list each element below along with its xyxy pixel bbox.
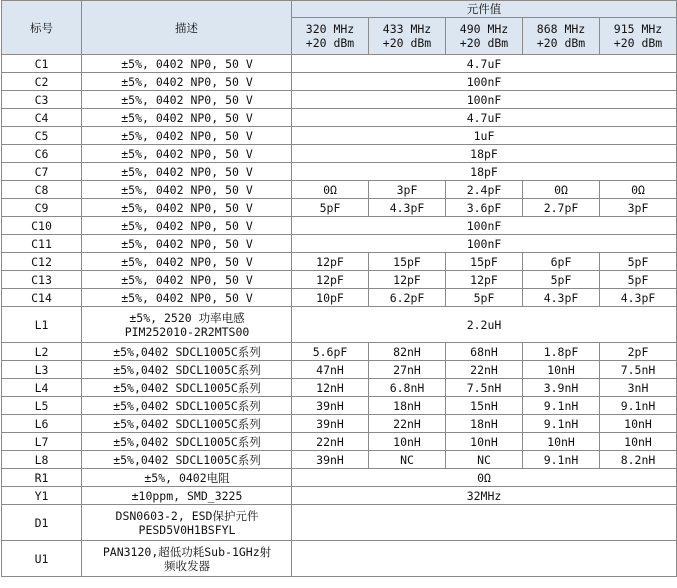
table-row bbox=[2, 55, 677, 73]
header-frequency bbox=[523, 18, 600, 55]
value-cell-merged: 100nF bbox=[292, 235, 677, 253]
header-frequency bbox=[446, 18, 523, 55]
ref-cell: C12 bbox=[2, 253, 82, 271]
ref-cell: Y1 bbox=[2, 487, 82, 505]
value-cell: 6.8nH bbox=[369, 379, 446, 397]
ref-cell: C4 bbox=[2, 109, 82, 127]
value-cell: 9.1nH bbox=[600, 397, 677, 415]
power-label: +20 dBm bbox=[459, 36, 509, 50]
table-row bbox=[2, 433, 677, 451]
value-cell: 12pF bbox=[446, 271, 523, 289]
table-row bbox=[2, 181, 677, 199]
description-cell: ±5%, 0402 NP0, 50 V bbox=[82, 73, 292, 91]
table-row bbox=[2, 235, 677, 253]
value-cell: 22nH bbox=[446, 361, 523, 379]
value-cell: 39nH bbox=[292, 415, 369, 433]
power-label: +20 dBm bbox=[536, 36, 586, 50]
description-cell: ±5%, 0402 NP0, 50 V bbox=[82, 91, 292, 109]
ref-cell: L6 bbox=[2, 415, 82, 433]
value-cell: 4.3pF bbox=[523, 289, 600, 307]
value-cell: 9.1nH bbox=[523, 415, 600, 433]
value-cell: 7.5nH bbox=[600, 361, 677, 379]
value-cell-merged: 100nF bbox=[292, 73, 677, 91]
value-cell: 5.6pF bbox=[292, 343, 369, 361]
table-row bbox=[2, 91, 677, 109]
header-description: 描述 bbox=[82, 1, 292, 55]
value-cell: 12pF bbox=[292, 253, 369, 271]
value-cell: 10nH bbox=[600, 433, 677, 451]
table-row bbox=[2, 307, 677, 343]
ref-cell: C14 bbox=[2, 289, 82, 307]
ref-cell: C3 bbox=[2, 91, 82, 109]
value-cell-merged: 100nF bbox=[292, 91, 677, 109]
table-body bbox=[2, 55, 677, 577]
value-cell: 9.1nH bbox=[523, 397, 600, 415]
power-label: +20 dBm bbox=[613, 36, 663, 50]
ref-cell: U1 bbox=[2, 541, 82, 577]
ref-cell: C13 bbox=[2, 271, 82, 289]
frequency-label: 868 MHz bbox=[536, 22, 586, 36]
table-row bbox=[2, 217, 677, 235]
value-cell: 10nH bbox=[523, 361, 600, 379]
ref-cell: C11 bbox=[2, 235, 82, 253]
value-cell: 4.3pF bbox=[369, 199, 446, 217]
description-cell: ±5%,0402 SDCL1005C系列 bbox=[82, 433, 292, 451]
header-frequency bbox=[600, 18, 677, 55]
description-line: ±5%, 2520 功率电感 bbox=[129, 310, 245, 325]
value-cell: 47nH bbox=[292, 361, 369, 379]
value-cell-merged: 4.7uF bbox=[292, 55, 677, 73]
description-cell: ±5%, 0402 NP0, 50 V bbox=[82, 235, 292, 253]
value-cell: 15nH bbox=[446, 397, 523, 415]
description-cell: ±5%, 0402 NP0, 50 V bbox=[82, 127, 292, 145]
value-cell: 12pF bbox=[292, 271, 369, 289]
description-cell: ±5%,0402 SDCL1005C系列 bbox=[82, 451, 292, 469]
description-cell bbox=[82, 307, 292, 343]
frequency-label: 320 MHz bbox=[305, 22, 355, 36]
table-row bbox=[2, 451, 677, 469]
description-cell: ±5%, 0402 NP0, 50 V bbox=[82, 163, 292, 181]
table-row bbox=[2, 73, 677, 91]
value-cell: 0Ω bbox=[292, 181, 369, 199]
header-ref: 标号 bbox=[2, 1, 82, 55]
description-cell bbox=[82, 541, 292, 577]
value-cell: 12pF bbox=[369, 271, 446, 289]
ref-cell: C9 bbox=[2, 199, 82, 217]
power-label: +20 dBm bbox=[305, 36, 355, 50]
component-table bbox=[1, 0, 677, 577]
value-cell: 5pF bbox=[292, 199, 369, 217]
description-cell: ±10ppm, SMD_3225 bbox=[82, 487, 292, 505]
table-row bbox=[2, 253, 677, 271]
description-cell: ±5%, 0402电阻 bbox=[82, 469, 292, 487]
value-cell: 10pF bbox=[292, 289, 369, 307]
value-cell: 22nH bbox=[369, 415, 446, 433]
description-line: PESD5V0H1BSFYL bbox=[138, 522, 236, 537]
value-cell-merged: 32MHz bbox=[292, 487, 677, 505]
description-cell bbox=[82, 505, 292, 541]
description-line: DSN0603-2, ESD保护元件 bbox=[115, 508, 259, 523]
description-cell: ±5%, 0402 NP0, 50 V bbox=[82, 217, 292, 235]
table-row bbox=[2, 415, 677, 433]
table-row bbox=[2, 199, 677, 217]
value-cell-merged: 4.7uF bbox=[292, 109, 677, 127]
value-cell-merged: 0Ω bbox=[292, 469, 677, 487]
value-cell: 2pF bbox=[600, 343, 677, 361]
ref-cell: L8 bbox=[2, 451, 82, 469]
value-cell: 7.5nH bbox=[446, 379, 523, 397]
header-values: 元件值 bbox=[292, 1, 677, 18]
value-cell: 5pF bbox=[600, 253, 677, 271]
power-label: +20 dBm bbox=[382, 36, 432, 50]
table-row bbox=[2, 343, 677, 361]
table-row bbox=[2, 271, 677, 289]
table-row bbox=[2, 397, 677, 415]
frequency-label: 490 MHz bbox=[459, 22, 509, 36]
value-cell: 6pF bbox=[523, 253, 600, 271]
value-cell: 10nH bbox=[369, 433, 446, 451]
value-cell: 4.3pF bbox=[600, 289, 677, 307]
value-cell: 18nH bbox=[369, 397, 446, 415]
value-cell: 39nH bbox=[292, 397, 369, 415]
value-cell: 82nH bbox=[369, 343, 446, 361]
table-row bbox=[2, 487, 677, 505]
value-cell: 10nH bbox=[446, 433, 523, 451]
value-cell: 15pF bbox=[446, 253, 523, 271]
ref-cell: L4 bbox=[2, 379, 82, 397]
description-cell: ±5%, 0402 NP0, 50 V bbox=[82, 199, 292, 217]
value-cell: 10nH bbox=[523, 433, 600, 451]
value-cell: 5pF bbox=[446, 289, 523, 307]
value-cell: 68nH bbox=[446, 343, 523, 361]
value-cell: 0Ω bbox=[523, 181, 600, 199]
value-cell: NC bbox=[446, 451, 523, 469]
table-row bbox=[2, 361, 677, 379]
description-cell: ±5%, 0402 NP0, 50 V bbox=[82, 145, 292, 163]
table-row bbox=[2, 469, 677, 487]
description-cell: ±5%, 0402 NP0, 50 V bbox=[82, 253, 292, 271]
ref-cell: L7 bbox=[2, 433, 82, 451]
table-row bbox=[2, 163, 677, 181]
value-cell: 15pF bbox=[369, 253, 446, 271]
value-cell: 5pF bbox=[600, 271, 677, 289]
value-cell: 39nH bbox=[292, 451, 369, 469]
frequency-label: 915 MHz bbox=[613, 22, 663, 36]
value-cell: 27nH bbox=[369, 361, 446, 379]
value-cell: 12nH bbox=[292, 379, 369, 397]
value-cell-merged: 2.2uH bbox=[292, 307, 677, 343]
description-cell: ±5%, 0402 NP0, 50 V bbox=[82, 55, 292, 73]
table-row bbox=[2, 145, 677, 163]
description-cell: ±5%,0402 SDCL1005C系列 bbox=[82, 379, 292, 397]
value-cell: 10nH bbox=[600, 415, 677, 433]
ref-cell: C10 bbox=[2, 217, 82, 235]
value-cell: 3.9nH bbox=[523, 379, 600, 397]
value-cell-merged: 1uF bbox=[292, 127, 677, 145]
table-row bbox=[2, 541, 677, 577]
ref-cell: L5 bbox=[2, 397, 82, 415]
table-row bbox=[2, 505, 677, 541]
value-cell: 22nH bbox=[292, 433, 369, 451]
ref-cell: L2 bbox=[2, 343, 82, 361]
value-cell-merged: 18pF bbox=[292, 163, 677, 181]
description-cell: ±5%,0402 SDCL1005C系列 bbox=[82, 361, 292, 379]
value-cell: NC bbox=[369, 451, 446, 469]
ref-cell: C7 bbox=[2, 163, 82, 181]
description-cell: ±5%, 0402 NP0, 50 V bbox=[82, 271, 292, 289]
table-row bbox=[2, 289, 677, 307]
value-cell: 3pF bbox=[600, 199, 677, 217]
description-line: PAN3120,超低功耗Sub-1GHz射 bbox=[102, 544, 272, 559]
value-cell: 6.2pF bbox=[369, 289, 446, 307]
value-cell: 18nH bbox=[446, 415, 523, 433]
value-cell-merged: 18pF bbox=[292, 145, 677, 163]
description-line: PIM252010-2R2MTS00 bbox=[124, 324, 250, 339]
header-frequency bbox=[292, 18, 369, 55]
value-cell: 2.7pF bbox=[523, 199, 600, 217]
description-cell: ±5%,0402 SDCL1005C系列 bbox=[82, 415, 292, 433]
description-cell: ±5%,0402 SDCL1005C系列 bbox=[82, 343, 292, 361]
description-cell: ±5%, 0402 NP0, 50 V bbox=[82, 289, 292, 307]
value-cell: 8.2nH bbox=[600, 451, 677, 469]
value-cell: 9.1nH bbox=[523, 451, 600, 469]
value-cell: 5pF bbox=[523, 271, 600, 289]
ref-cell: R1 bbox=[2, 469, 82, 487]
frequency-label: 433 MHz bbox=[382, 22, 432, 36]
ref-cell: L3 bbox=[2, 361, 82, 379]
ref-cell: L1 bbox=[2, 307, 82, 343]
ref-cell: C1 bbox=[2, 55, 82, 73]
description-cell: ±5%,0402 SDCL1005C系列 bbox=[82, 397, 292, 415]
ref-cell: D1 bbox=[2, 505, 82, 541]
table-row bbox=[2, 109, 677, 127]
table-row bbox=[2, 379, 677, 397]
value-cell-merged: 100nF bbox=[292, 217, 677, 235]
description-cell: ±5%, 0402 NP0, 50 V bbox=[82, 181, 292, 199]
header-frequency bbox=[369, 18, 446, 55]
ref-cell: C2 bbox=[2, 73, 82, 91]
ref-cell: C8 bbox=[2, 181, 82, 199]
table-row bbox=[2, 127, 677, 145]
ref-cell: C6 bbox=[2, 145, 82, 163]
value-cell: 1.8pF bbox=[523, 343, 600, 361]
ref-cell: C5 bbox=[2, 127, 82, 145]
value-cell-merged bbox=[292, 541, 677, 577]
value-cell: 3pF bbox=[369, 181, 446, 199]
value-cell: 2.4pF bbox=[446, 181, 523, 199]
description-line: 频收发器 bbox=[164, 558, 210, 573]
value-cell: 3.6pF bbox=[446, 199, 523, 217]
table-header bbox=[2, 1, 677, 55]
value-cell: 0Ω bbox=[600, 181, 677, 199]
value-cell-merged bbox=[292, 505, 677, 541]
value-cell: 3nH bbox=[600, 379, 677, 397]
description-cell: ±5%, 0402 NP0, 50 V bbox=[82, 109, 292, 127]
